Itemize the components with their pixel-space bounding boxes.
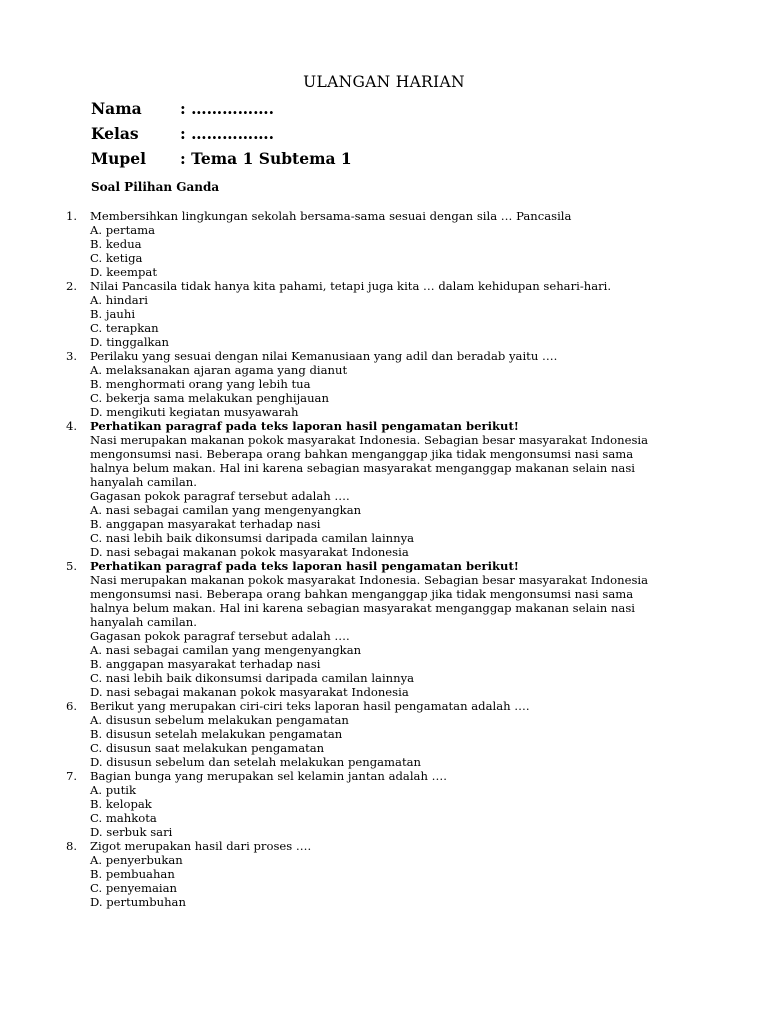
question-item	[66, 279, 666, 349]
question-text: mengonsumsi nasi. Beberapa orang bahkan menganggap jika tidak mengonsumsi nasi sama	[90, 587, 634, 601]
question-item	[66, 839, 666, 909]
answer-option: D. nasi sebagai makanan pokok masyarakat Indonesia	[90, 545, 409, 559]
answer-option: C. penyemaian	[90, 881, 177, 895]
header-value: : Tema 1 Subtema 1	[180, 149, 352, 168]
answer-option: D. pertumbuhan	[90, 895, 186, 909]
header-label: Mupel	[91, 149, 147, 168]
answer-option: D. keempat	[90, 265, 157, 279]
answer-option: B. anggapan masyarakat terhadap nasi	[90, 517, 321, 531]
question-item	[66, 209, 666, 279]
answer-option: B. anggapan masyarakat terhadap nasi	[90, 657, 321, 671]
question-number: 4.	[66, 419, 78, 433]
answer-option: B. jauhi	[90, 307, 136, 321]
question-text: Nasi merupakan makanan pokok masyarakat Indonesia. Sebagian besar masyarakat Indonesia	[90, 433, 649, 447]
header-label: Kelas	[91, 124, 139, 143]
answer-option: D. mengikuti kegiatan musyawarah	[90, 405, 299, 419]
answer-option: A. melaksanakan ajaran agama yang dianut	[90, 363, 348, 377]
question-text: Gagasan pokok paragraf tersebut adalah ….	[90, 629, 350, 643]
answer-option: C. disusun saat melakukan pengamatan	[90, 741, 325, 755]
question-text: mengonsumsi nasi. Beberapa orang bahkan menganggap jika tidak mengonsumsi nasi sama	[90, 447, 634, 461]
question-number: 1.	[66, 209, 78, 223]
header-label: Nama	[91, 99, 142, 118]
question-text: halnya belum makan. Hal ini karena sebagian masyarakat menganggap makanan selain nasi	[90, 461, 635, 475]
answer-option: B. disusun setelah melakukan pengamatan	[90, 727, 343, 741]
answer-option: C. mahkota	[90, 811, 157, 825]
answer-option: D. serbuk sari	[90, 825, 173, 839]
section-title: Soal Pilihan Ganda	[91, 180, 220, 194]
answer-option: A. putik	[90, 783, 137, 797]
answer-option: A. hindari	[90, 293, 148, 307]
answer-option: A. pertama	[90, 223, 156, 237]
question-text: Zigot merupakan hasil dari proses ….	[90, 839, 312, 853]
answer-option: C. terapkan	[90, 321, 159, 335]
question-instruction: Perhatikan paragraf pada teks laporan hasil pengamatan berikut!	[90, 559, 519, 573]
answer-option: D. tinggalkan	[90, 335, 169, 349]
question-text: Berikut yang merupakan ciri-ciri teks laporan hasil pengamatan adalah ….	[90, 699, 530, 713]
answer-option: A. nasi sebagai camilan yang mengenyangkan	[90, 643, 362, 657]
question-text: Membersihkan lingkungan sekolah bersama-sama sesuai dengan sila … Pancasila	[90, 209, 572, 223]
answer-option: C. ketiga	[90, 251, 143, 265]
question-text: Bagian bunga yang merupakan sel kelamin jantan adalah ….	[90, 769, 447, 783]
answer-option: A. penyerbukan	[90, 853, 183, 867]
page-title: ULANGAN HARIAN	[303, 73, 465, 91]
answer-option: B. kelopak	[90, 797, 152, 811]
answer-option: C. nasi lebih baik dikonsumsi daripada camilan lainnya	[90, 531, 415, 545]
question-item	[66, 699, 666, 769]
question-text: hanyalah camilan.	[90, 615, 197, 629]
question-text: Nilai Pancasila tidak hanya kita pahami, tetapi juga kita … dalam kehidupan sehari-hari.	[90, 279, 612, 293]
answer-option: B. pembuahan	[90, 867, 175, 881]
question-item	[66, 769, 666, 839]
answer-option: C. nasi lebih baik dikonsumsi daripada camilan lainnya	[90, 671, 415, 685]
question-number: 2.	[66, 279, 78, 293]
question-text: hanyalah camilan.	[90, 475, 197, 489]
answer-option: A. disusun sebelum melakukan pengamatan	[90, 713, 349, 727]
question-list	[66, 209, 666, 909]
question-text: Perilaku yang sesuai dengan nilai Kemanusiaan yang adil dan beradab yaitu ….	[90, 349, 558, 363]
answer-option: C. bekerja sama melakukan penghijauan	[90, 391, 329, 405]
answer-option: A. nasi sebagai camilan yang mengenyangkan	[90, 503, 362, 517]
question-instruction: Perhatikan paragraf pada teks laporan hasil pengamatan berikut!	[90, 419, 519, 433]
question-text: Nasi merupakan makanan pokok masyarakat Indonesia. Sebagian besar masyarakat Indonesia	[90, 573, 649, 587]
answer-option: B. menghormati orang yang lebih tua	[90, 377, 311, 391]
header-value: : …………….	[180, 124, 275, 143]
question-number: 5.	[66, 559, 78, 573]
question-number: 8.	[66, 839, 78, 853]
question-item	[66, 419, 666, 559]
answer-option: D. disusun sebelum dan setelah melakukan pengamatan	[90, 755, 421, 769]
answer-option: D. nasi sebagai makanan pokok masyarakat Indonesia	[90, 685, 409, 699]
question-text: Gagasan pokok paragraf tersebut adalah ….	[90, 489, 350, 503]
question-item	[66, 349, 666, 419]
header-value: : …………….	[180, 99, 275, 118]
question-item	[66, 559, 666, 699]
question-number: 6.	[66, 699, 78, 713]
answer-option: B. kedua	[90, 237, 142, 251]
question-number: 3.	[66, 349, 78, 363]
question-number: 7.	[66, 769, 78, 783]
question-text: halnya belum makan. Hal ini karena sebagian masyarakat menganggap makanan selain nasi	[90, 601, 635, 615]
